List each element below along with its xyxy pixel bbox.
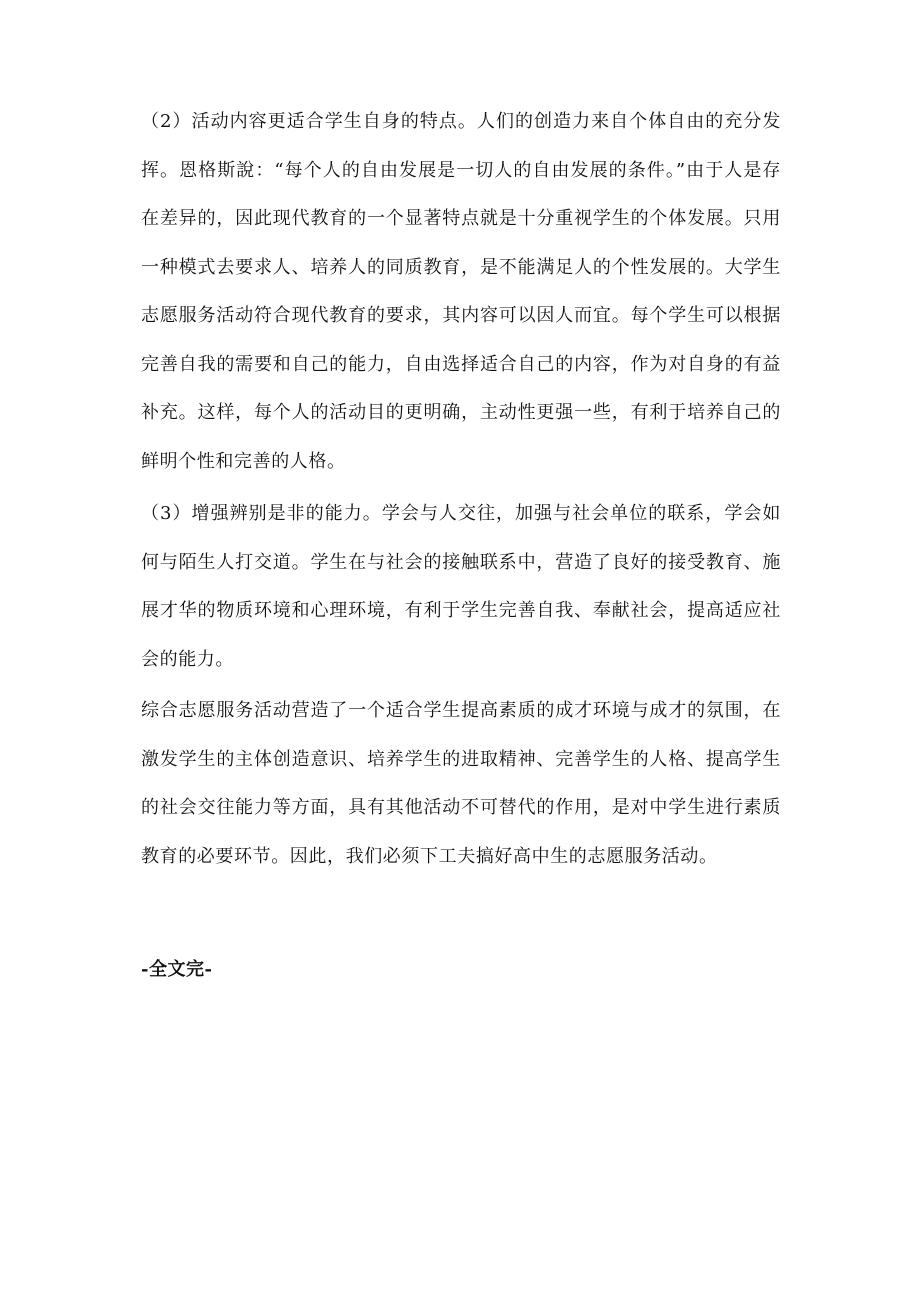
paragraph-conclusion: 综合志愿服务活动营造了一个适合学生提高素质的成才环境与成才的氛围，在激发学生的主体创造意识、培养学生的进取精神、完善学生的人格、提高学生的社会交往能力等方面，具有其他活动不可替代的作用，是对中学生进行素质教育的必要环节。因此，我们必须下工夫搞好高中生的志愿服务活动。 (141, 700, 781, 867)
paragraph-point-2: （2）活动内容更适合学生自身的特点。人们的创造力来自个体自由的充分发挥。恩格斯說：“每个人的自由发展是一切人的自由发展的条件。”由于人是存在差异的，因此现代教育的一个显著特点就是十分重视学生的个体发展。只用一种模式去要求人、培养人的同质教育，是不能满足人的个性发展的。大学生志愿服务活动符合现代教育的要求，其内容可以因人而宜。每个学生可以根据完善自我的需要和自己的能力，自由选择适合自己的内容，作为对自身的有益补充。这样，每个人的活动目的更明确，主动性更强一些，有利于培养自己的鲜明个性和完善的人格。 (141, 111, 781, 472)
end-of-document-mark: -全文完- (141, 959, 213, 980)
paragraph-point-3: （3）增强辨别是非的能力。学会与人交往，加强与社会单位的联系，学会如何与陌生人打交道。学生在与社会的接触联系中，营造了良好的接受教育、施展才华的物质环境和心理环境，有利于学生完善自我、奉献社会，提高适应社会的能力。 (141, 503, 781, 670)
